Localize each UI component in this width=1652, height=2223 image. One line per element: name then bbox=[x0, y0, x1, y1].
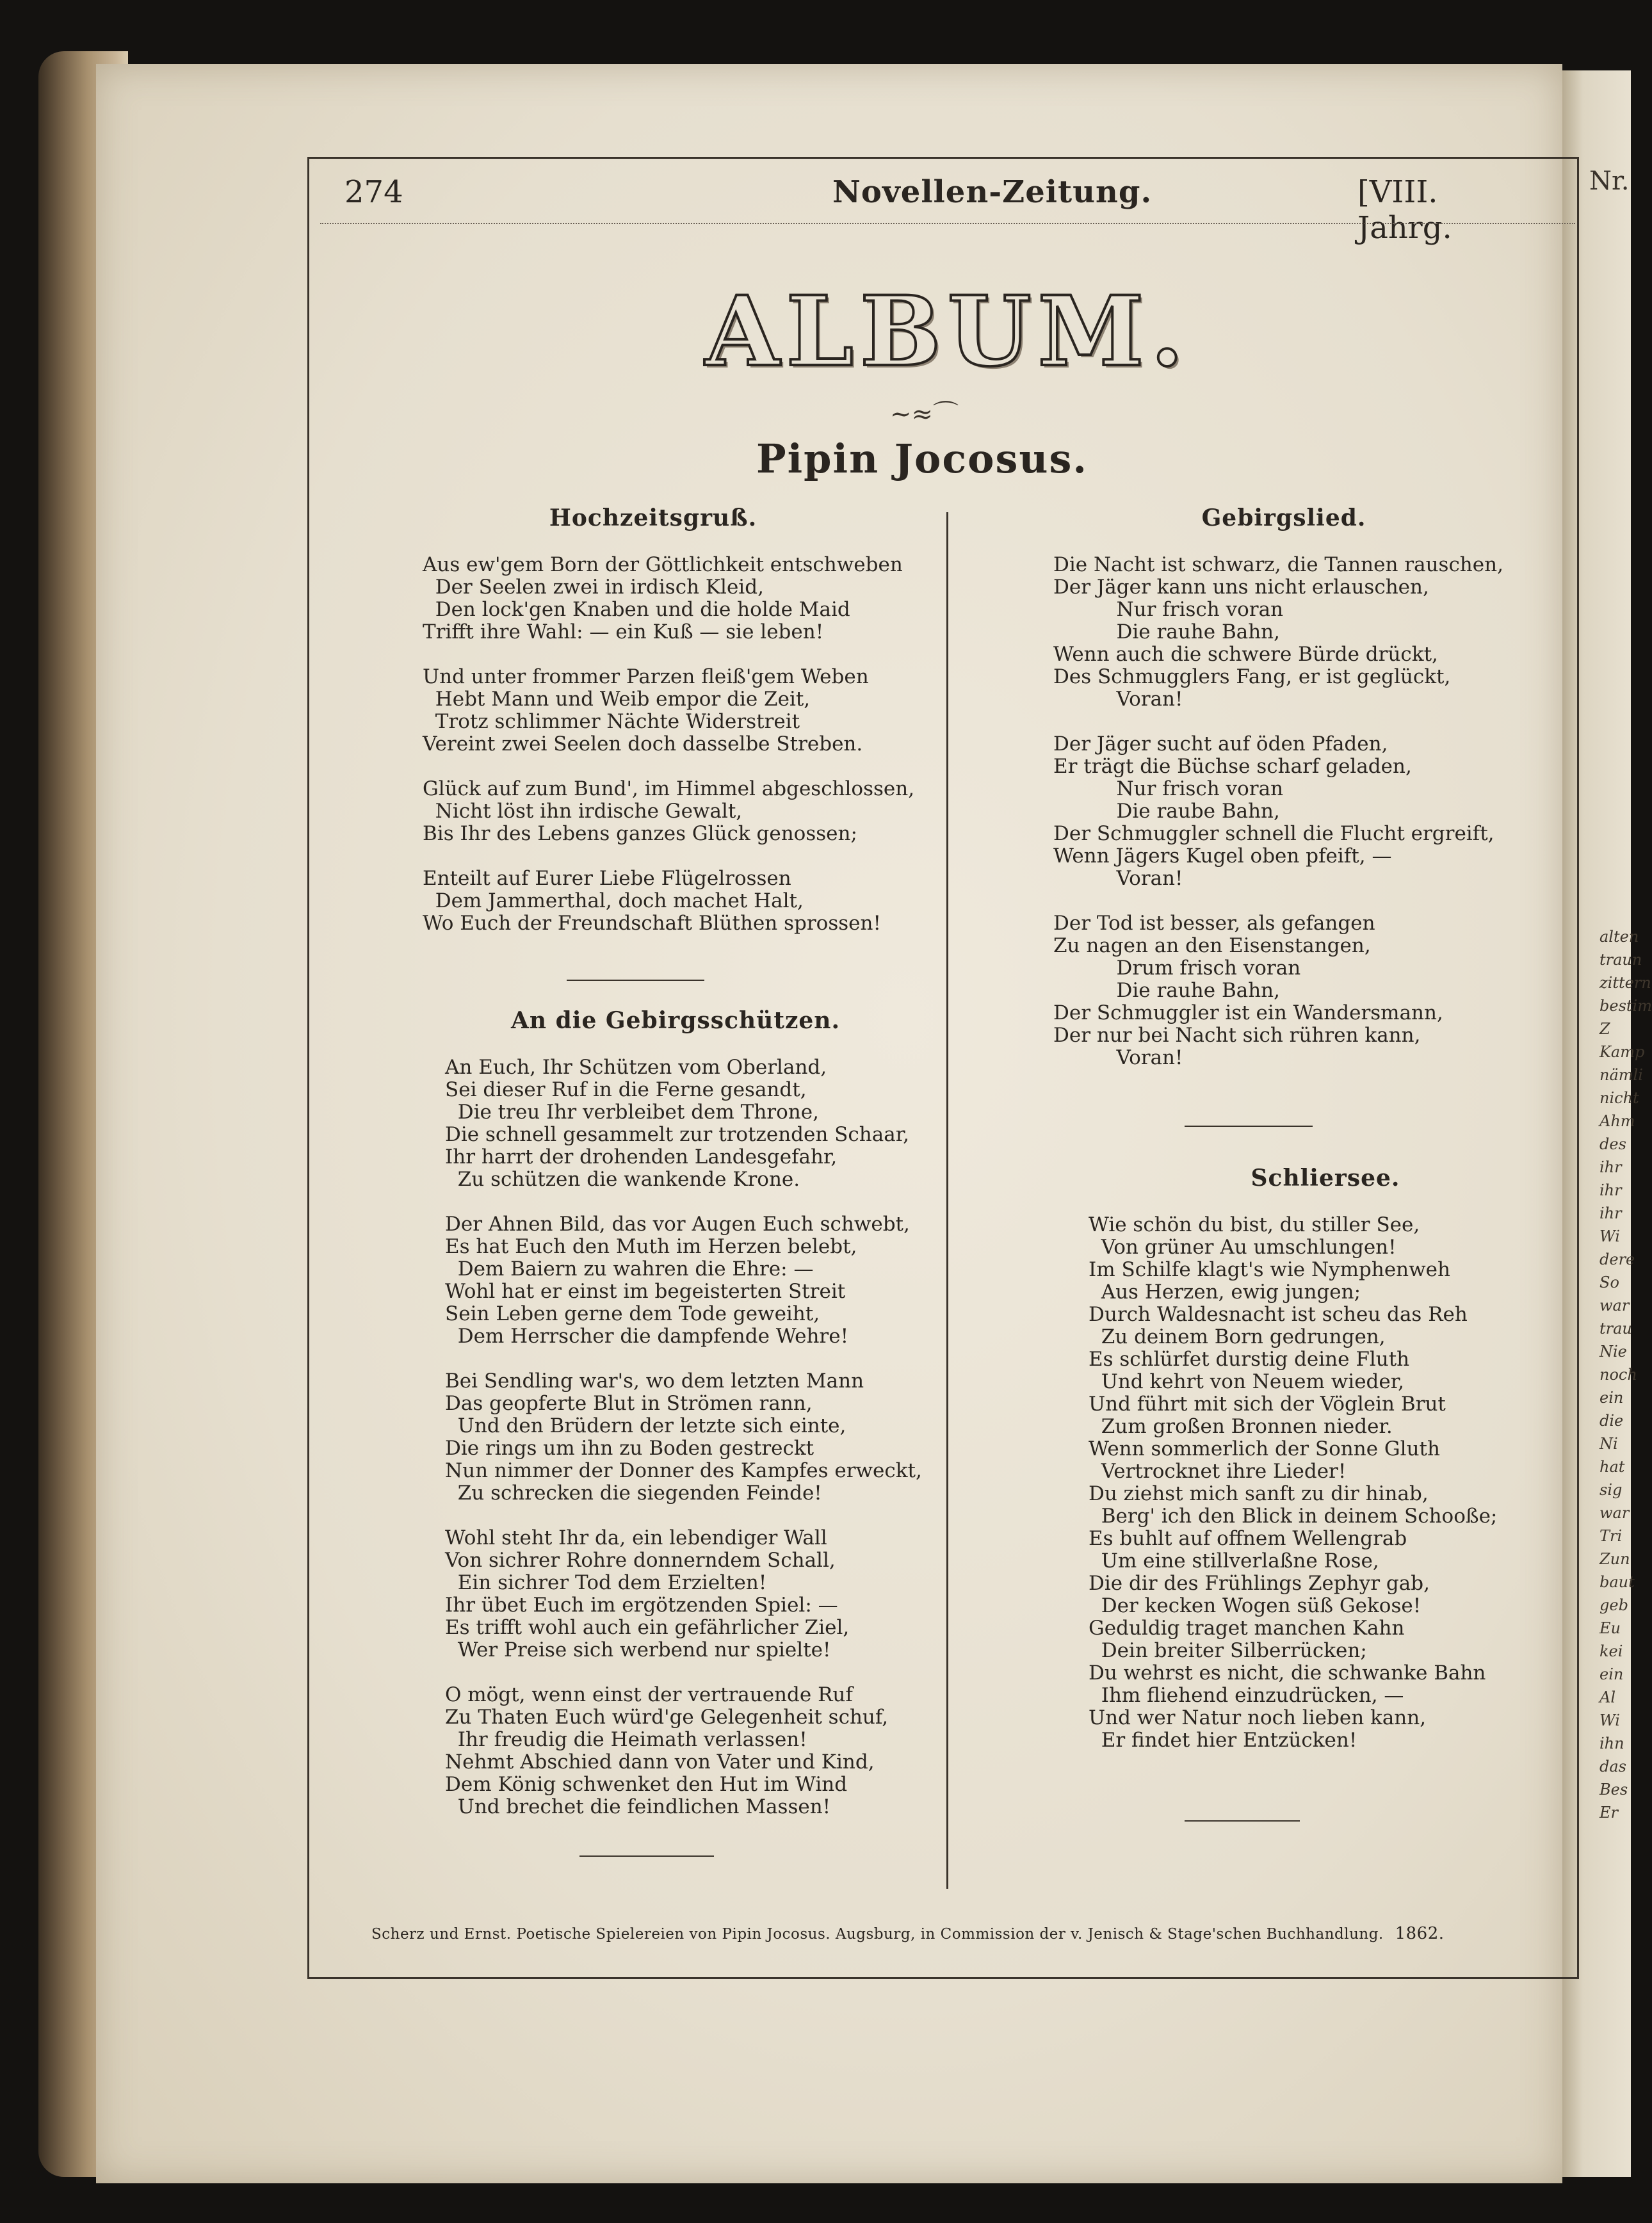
verse-line: Du wehrst es nicht, die schwanke Bahn bbox=[1089, 1661, 1486, 1685]
author-name: Pipin Jocosus. bbox=[756, 435, 1088, 482]
verse-line: Der Jäger sucht auf öden Pfaden, bbox=[1053, 732, 1388, 756]
verse-line: Glück auf zum Bund', im Himmel abgeschlossen, bbox=[423, 777, 915, 800]
poem-title: An die Gebirgsschützen. bbox=[510, 1007, 841, 1034]
verse-line: Wo Euch der Freundschaft Blüthen sprossen! bbox=[423, 912, 881, 935]
adjacent-page-fragment: Zun bbox=[1599, 1550, 1630, 1568]
verse-line: Der Ahnen Bild, das vor Augen Euch schwebt, bbox=[445, 1213, 910, 1236]
verse-line: Und den Brüdern der letzte sich einte, bbox=[445, 1414, 846, 1437]
verse-line: Der Tod ist besser, als gefangen bbox=[1053, 912, 1375, 935]
column-divider bbox=[946, 512, 948, 1889]
verse-line: Von sichrer Rohre donnerndem Schall, bbox=[445, 1549, 836, 1572]
adjacent-page-fragment: bestim bbox=[1599, 997, 1652, 1015]
adjacent-page-fragment: Al bbox=[1599, 1688, 1616, 1706]
verse-line: Es trifft wohl auch ein gefährlicher Ziel, bbox=[445, 1616, 850, 1639]
stanza bbox=[423, 777, 915, 845]
verse-line: Sei dieser Ruf in die Ferne gesandt, bbox=[445, 1078, 807, 1101]
verse-line: Der Seelen zwei in irdisch Kleid, bbox=[423, 576, 764, 599]
verse-line: Das geopferte Blut in Strömen rann, bbox=[445, 1392, 813, 1415]
verse-line: Und führt mit sich der Vöglein Brut bbox=[1089, 1393, 1446, 1416]
album-title: ALBUM. bbox=[705, 275, 1190, 388]
stanza bbox=[445, 1370, 922, 1505]
verse-line: Und wer Natur noch lieben kann, bbox=[1089, 1706, 1427, 1729]
adjacent-page-fragment: ihr bbox=[1599, 1181, 1622, 1199]
verse-line: Wenn sommerlich der Sonne Gluth bbox=[1089, 1437, 1440, 1460]
verse-line: Es schlürfet durstig deine Fluth bbox=[1089, 1348, 1410, 1371]
adjacent-page-fragment: Z bbox=[1599, 1020, 1610, 1038]
adjacent-page-fragment: ihr bbox=[1599, 1204, 1622, 1222]
verse-line: Sein Leben gerne dem Tode geweiht, bbox=[445, 1302, 820, 1325]
adjacent-page-fragment: Ni bbox=[1599, 1435, 1618, 1453]
verse-line: Voran! bbox=[1053, 867, 1183, 890]
adjacent-page-fragment: das bbox=[1599, 1758, 1626, 1775]
verse-line: Enteilt auf Eurer Liebe Flügelrossen bbox=[423, 867, 791, 890]
adjacent-page-fragment: Wi bbox=[1599, 1227, 1620, 1245]
stanza bbox=[423, 868, 884, 935]
verse-line: An Euch, Ihr Schützen vom Oberland, bbox=[445, 1056, 827, 1079]
adjacent-page-fragment: Er bbox=[1599, 1804, 1618, 1822]
verse-line: Die schnell gesammelt zur trotzenden Schaar, bbox=[445, 1123, 909, 1146]
adjacent-page-fragment: baut bbox=[1599, 1573, 1635, 1591]
verse-line: Die raube Bahn, bbox=[1053, 800, 1280, 823]
verse-line: Von grüner Au umschlungen! bbox=[1089, 1236, 1397, 1259]
adjacent-page-fragment: ein bbox=[1599, 1389, 1624, 1407]
section-rule bbox=[1185, 1126, 1313, 1127]
verse-line: Dem Herrscher die dampfende Wehre! bbox=[445, 1325, 849, 1348]
verse-line: Die treu Ihr verbleibet dem Throne, bbox=[445, 1101, 819, 1124]
adjacent-page-fragment: ein bbox=[1599, 1665, 1624, 1683]
verse-line: Den lock'gen Knaben und die holde Maid bbox=[423, 598, 850, 621]
stanza bbox=[423, 666, 884, 756]
verse-line: Und unter frommer Parzen fleiß'gem Weben bbox=[423, 665, 869, 688]
verse-line: Voran! bbox=[1053, 1046, 1183, 1069]
page-number: 274 bbox=[344, 174, 403, 210]
poem-schliersee bbox=[1089, 1167, 1562, 1774]
verse-line: Im Schilfe klagt's wie Nymphenweh bbox=[1089, 1258, 1450, 1281]
stanza bbox=[1053, 554, 1514, 711]
adjacent-page-fragment: war bbox=[1599, 1504, 1630, 1522]
verse-line: Er trägt die Büchse scharf geladen, bbox=[1053, 755, 1412, 778]
adjacent-page-fragment: Nie bbox=[1599, 1343, 1627, 1361]
adjacent-page-fragment: war bbox=[1599, 1297, 1630, 1314]
verse-line: Und brechet die feindlichen Massen! bbox=[445, 1795, 831, 1818]
verse-line: Aus ew'gem Born der Göttlichkeit entschweben bbox=[423, 553, 903, 576]
adjacent-page-fragment: dere bbox=[1599, 1250, 1635, 1268]
verse-line: Die rauhe Bahn, bbox=[1053, 620, 1280, 643]
adjacent-page-fragment: hat bbox=[1599, 1458, 1625, 1476]
adjacent-page-fragment: Kamp bbox=[1599, 1043, 1645, 1061]
verse-line: Hebt Mann und Weib empor die Zeit, bbox=[423, 688, 811, 711]
verse-line: Wenn auch die schwere Bürde drückt, bbox=[1053, 643, 1438, 666]
header-rule bbox=[320, 223, 1575, 224]
verse-line: Dem König schwenket den Hut im Wind bbox=[445, 1773, 848, 1796]
verse-line: Ihr freudig die Heimath verlassen! bbox=[445, 1728, 807, 1751]
adjacent-page-fragment: zittern bbox=[1599, 974, 1651, 992]
verse-line: Zu Thaten Euch würd'ge Gelegenheit schuf, bbox=[445, 1706, 889, 1729]
verse-line: Aus Herzen, ewig jungen; bbox=[1089, 1281, 1361, 1304]
adjacent-page-label: Nr. bbox=[1589, 166, 1630, 196]
adjacent-page-fragment: So bbox=[1599, 1273, 1619, 1291]
verse-line: Wenn Jägers Kugel oben pfeift, — bbox=[1053, 845, 1392, 868]
adjacent-page-fragment: trau bbox=[1599, 1320, 1632, 1338]
verse-line: Wohl steht Ihr da, ein lebendiger Wall bbox=[445, 1526, 827, 1549]
running-header bbox=[320, 168, 1537, 246]
section-rule bbox=[1185, 1820, 1300, 1822]
verse-line: Geduldig traget manchen Kahn bbox=[1089, 1617, 1405, 1640]
verse-line: Durch Waldesnacht ist scheu das Reh bbox=[1089, 1303, 1468, 1326]
verse-line: Dein breiter Silberrücken; bbox=[1089, 1639, 1367, 1662]
stanza bbox=[445, 1056, 909, 1191]
stanza bbox=[423, 553, 903, 643]
verse-line: Dem Baiern zu wahren die Ehre: — bbox=[445, 1257, 814, 1281]
verse-line: Der Schmuggler ist ein Wandersmann, bbox=[1053, 1001, 1443, 1024]
verse-line: Der nur bei Nacht sich rühren kann, bbox=[1053, 1024, 1421, 1047]
adjacent-page-fragment: Ahm bbox=[1599, 1112, 1635, 1130]
section-rule bbox=[579, 1855, 714, 1857]
verse-line: Vereint zwei Seelen doch dasselbe Streben. bbox=[423, 732, 863, 756]
verse-line: Wie schön du bist, du stiller See, bbox=[1089, 1213, 1420, 1236]
adjacent-page-fragment: kei bbox=[1599, 1642, 1623, 1660]
verse-line: Zu nagen an den Eisenstangen, bbox=[1053, 934, 1371, 957]
verse-line: Die rauhe Bahn, bbox=[1053, 979, 1280, 1002]
verse-line: Zu schützen die wankende Krone. bbox=[445, 1168, 800, 1191]
verse-line: Und kehrt von Neuem wieder, bbox=[1089, 1370, 1405, 1393]
adjacent-page-fragment: alten bbox=[1599, 928, 1639, 946]
verse-line: Bei Sendling war's, wo dem letzten Mann bbox=[445, 1370, 864, 1393]
verse-line: Ein sichrer Tod dem Erzielten! bbox=[445, 1571, 767, 1594]
verse-line: Des Schmugglers Fang, er ist geglückt, bbox=[1053, 665, 1451, 688]
verse-line: Ihr übet Euch im ergötzenden Spiel: — bbox=[445, 1594, 838, 1617]
verse-line: Trotz schlimmer Nächte Widerstreit bbox=[423, 710, 800, 733]
poem-gebirgslied bbox=[1053, 507, 1514, 1092]
adjacent-page-fragment: traun bbox=[1599, 951, 1642, 969]
verse-line: Die rings um ihn zu Boden gestreckt bbox=[445, 1437, 814, 1460]
poem-hochzeitsgruss bbox=[423, 505, 915, 957]
verse-line: Der Jäger kann uns nicht erlauschen, bbox=[1053, 576, 1429, 599]
adjacent-page-fragment: Wi bbox=[1599, 1711, 1620, 1729]
verse-line: Zu schrecken die siegenden Feinde! bbox=[445, 1482, 822, 1505]
verse-line: Dem Jammerthal, doch machet Halt, bbox=[423, 889, 804, 912]
verse-line: Du ziehst mich sanft zu dir hinab, bbox=[1089, 1482, 1429, 1505]
poem-title: Gebirgslied. bbox=[1201, 505, 1366, 531]
adjacent-page-fragment: die bbox=[1599, 1412, 1624, 1430]
verse-line: Es hat Euch den Muth im Herzen belebt, bbox=[445, 1235, 857, 1258]
verse-line: Vertrocknet ihre Lieder! bbox=[1089, 1460, 1347, 1483]
verse-line: Nicht löst ihn irdische Gewalt, bbox=[423, 800, 743, 823]
verse-line: Die dir des Frühlings Zephyr gab, bbox=[1089, 1572, 1430, 1595]
verse-line: Es buhlt auf offnem Wellengrab bbox=[1089, 1527, 1407, 1550]
footer-imprint bbox=[371, 1924, 1537, 1943]
verse-line: Nun nimmer der Donner des Kampfes erweckt, bbox=[445, 1459, 922, 1482]
adjacent-page-fragment: des bbox=[1599, 1135, 1626, 1153]
verse-line: Voran! bbox=[1053, 688, 1183, 711]
stanza bbox=[445, 1684, 906, 1818]
stanza bbox=[1053, 912, 1514, 1069]
verse-line: Die Nacht ist schwarz, die Tannen rauschen, bbox=[1053, 553, 1503, 576]
verse-line: Berg' ich den Blick in deinem Schooße; bbox=[1089, 1505, 1498, 1528]
verse-line: O mögt, wenn einst der vertrauende Ruf bbox=[445, 1683, 853, 1706]
section-rule bbox=[567, 980, 704, 981]
journal-title: Novellen-Zeitung. bbox=[832, 174, 1153, 210]
stanza bbox=[1053, 733, 1514, 890]
verse-line: Wohl hat er einst im begeisterten Streit bbox=[445, 1280, 846, 1303]
stanza bbox=[445, 1527, 906, 1661]
verse-line: Nur frisch voran bbox=[1053, 777, 1284, 800]
stanza bbox=[1089, 1214, 1562, 1752]
volume-label: [VIII. Jahrg. bbox=[1357, 174, 1452, 246]
adjacent-page-fragment: ihr bbox=[1599, 1158, 1622, 1176]
adjacent-page-fragment: Eu bbox=[1599, 1619, 1621, 1637]
adjacent-page-fragments bbox=[1599, 925, 1652, 1824]
poem-title: Schliersee. bbox=[1251, 1165, 1400, 1192]
footer-text: Scherz und Ernst. Poetische Spielereien von Pipin Jocosus. Augsburg, in Commission der v. Jenisch & Stage'schen Buchhandlung. bbox=[371, 1926, 1384, 1943]
adjacent-page-fragment: nicht bbox=[1599, 1089, 1639, 1107]
adjacent-page-fragment: nämli bbox=[1599, 1066, 1643, 1084]
adjacent-page-fragment: sig bbox=[1599, 1481, 1623, 1499]
adjacent-page-fragment: ihn bbox=[1599, 1734, 1624, 1752]
verse-line: Um eine stillverlaßne Rose, bbox=[1089, 1549, 1379, 1572]
verse-line: Nehmt Abschied dann von Vater und Kind, bbox=[445, 1750, 875, 1774]
verse-line: Der Schmuggler schnell die Flucht ergreift, bbox=[1053, 822, 1494, 845]
verse-line: Drum frisch voran bbox=[1053, 957, 1301, 980]
verse-line: Zu deinem Born gedrungen, bbox=[1089, 1325, 1386, 1348]
stanza bbox=[445, 1213, 910, 1348]
verse-line: Der kecken Wogen süß Gekose! bbox=[1089, 1594, 1421, 1617]
verse-line: Bis Ihr des Lebens ganzes Glück genossen; bbox=[423, 822, 857, 845]
adjacent-page-fragment: Bes bbox=[1599, 1781, 1628, 1799]
verse-line: Nur frisch voran bbox=[1053, 598, 1284, 621]
verse-line: Wer Preise sich werbend nur spielte! bbox=[445, 1638, 831, 1661]
verse-line: Ihr harrt der drohenden Landesgefahr, bbox=[445, 1145, 838, 1168]
poem-title: Hochzeitsgruß. bbox=[549, 505, 757, 531]
verse-line: Trifft ihre Wahl: — ein Kuß — sie leben! bbox=[423, 620, 824, 643]
footer-year: 1862. bbox=[1395, 1924, 1445, 1943]
flourish-ornament: ~≈⌒ bbox=[890, 400, 959, 429]
adjacent-page-fragment: geb bbox=[1599, 1596, 1628, 1614]
verse-line: Ihm fliehend einzudrücken, — bbox=[1089, 1684, 1404, 1707]
verse-line: Er findet hier Entzücken! bbox=[1089, 1729, 1357, 1752]
poem-gebirgsschuetzen bbox=[445, 1007, 922, 1841]
adjacent-page-fragment: noch bbox=[1599, 1366, 1637, 1384]
adjacent-page-fragment: Tri bbox=[1599, 1527, 1623, 1545]
verse-line: Zum großen Bronnen nieder. bbox=[1089, 1415, 1393, 1438]
